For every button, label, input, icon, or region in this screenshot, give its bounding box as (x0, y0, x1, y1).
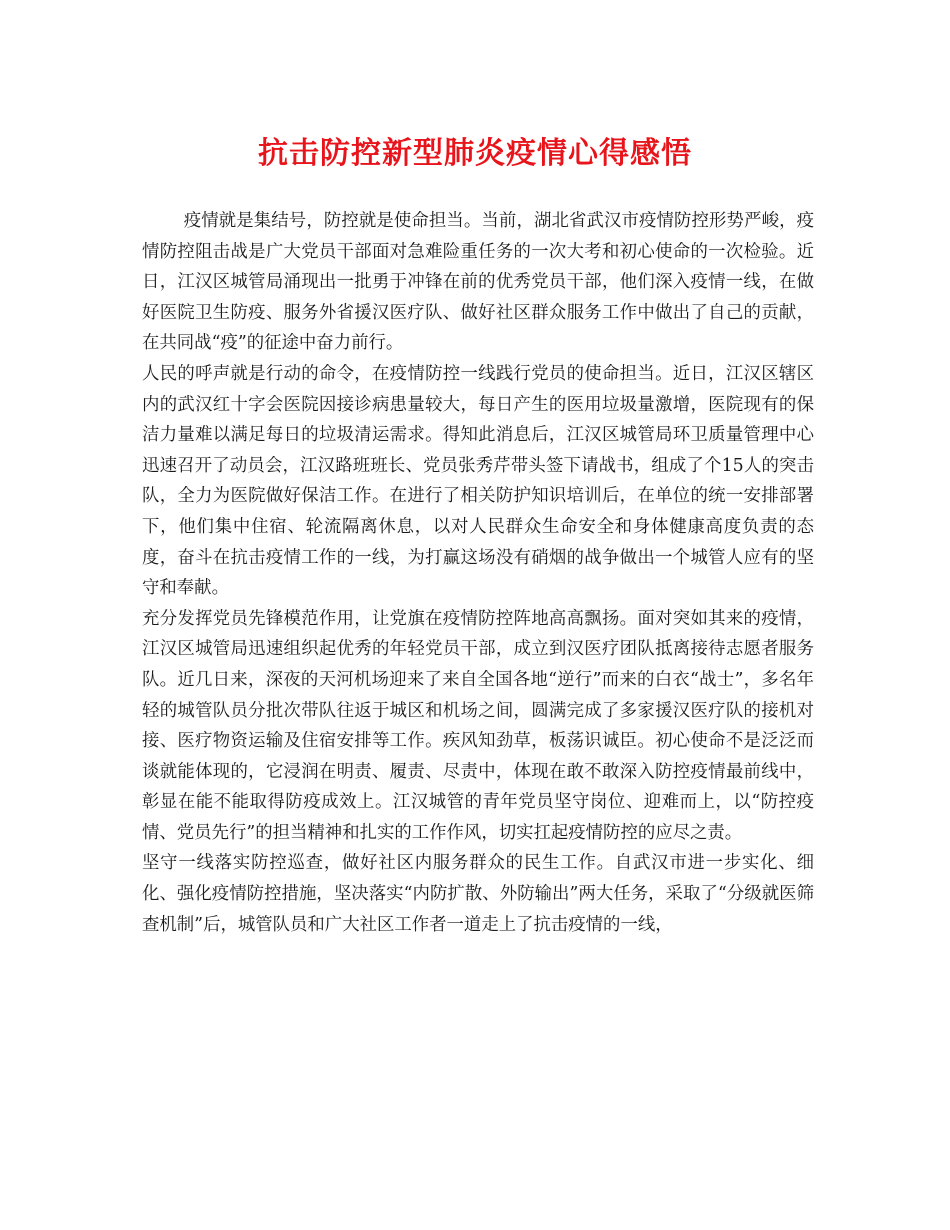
document-title: 抗击防控新型肺炎疫情心得感悟 (258, 136, 692, 171)
paragraph-1: 疫情就是集结号，防控就是使命担当。当前，湖北省武汉市疫情防控形势严峻，疫情防控阻击战是广大党员干部面对急难险重任务的一次大考和初心使命的一次检验。近日，江汉区城管局涌现出一批勇于冲锋在前的优秀党员干部，他们深入疫情一线，在做好医院卫生防疫、服务外省援汉医疗队、做好社区群众服务工作中做出了自己的贡献，在共同战“疫”的征途中奋力前行。 (142, 211, 814, 354)
paragraph-4: 坚守一线落实防控巡查，做好社区内服务群众的民生工作。自武汉市进一步实化、细化、强化疫情防控措施，坚决落实“内防扩散、外防输出”两大任务，采取了“分级就医筛查机制”后，城管队员和广大社区工作者一道走上了抗击疫情的一线， (142, 853, 814, 935)
document-body (142, 206, 814, 940)
paragraph-3: 充分发挥党员先锋模范作用，让党旗在疫情防控阵地高高飘扬。面对突如其来的疫情，江汉区城管局迅速组织起优秀的年轻党员干部，成立到汉医疗团队抵离接待志愿者服务队。近几日来，深夜的天河机场迎来了来自全国各地“逆行”而来的白衣“战士”，多名年轻的城管队员分批次带队往返于城区和机场之间，圆满完成了多家援汉医疗队的接机对接、医疗物资运输及住宿安排等工作。疾风知劲草，板荡识诚臣。初心使命不是泛泛而谈就能体现的，它浸润在明责、履责、尽责中，体现在敢不敢深入防控疫情最前线中，彰显在能不能取得防疫成效上。江汉城管的青年党员坚守岗位、迎难而上，以“防控疫情、党员先行”的担当精神和扎实的工作作风，切实扛起疫情防控的应尽之责。 (142, 608, 814, 843)
paragraph-2: 人民的呼声就是行动的命令，在疫情防控一线践行党员的使命担当。近日，江汉区辖区内的武汉红十字会医院因接诊病患量较大，每日产生的医用垃圾量激增，医院现有的保洁力量难以满足每日的垃圾清运需求。得知此消息后，江汉区城管局环卫质量管理中心迅速召开了动员会，江汉路班班长、党员张秀芹带头签下请战书，组成了个15人的突击队，全力为医院做好保洁工作。在进行了相关防护知识培训后，在单位的统一安排部署下，他们集中住宿、轮流隔离休息，以对人民群众生命安全和身体健康高度负责的态度，奋斗在抗击疫情工作的一线，为打赢这场没有硝烟的战争做出一个城管人应有的坚守和奉献。 (142, 363, 814, 599)
